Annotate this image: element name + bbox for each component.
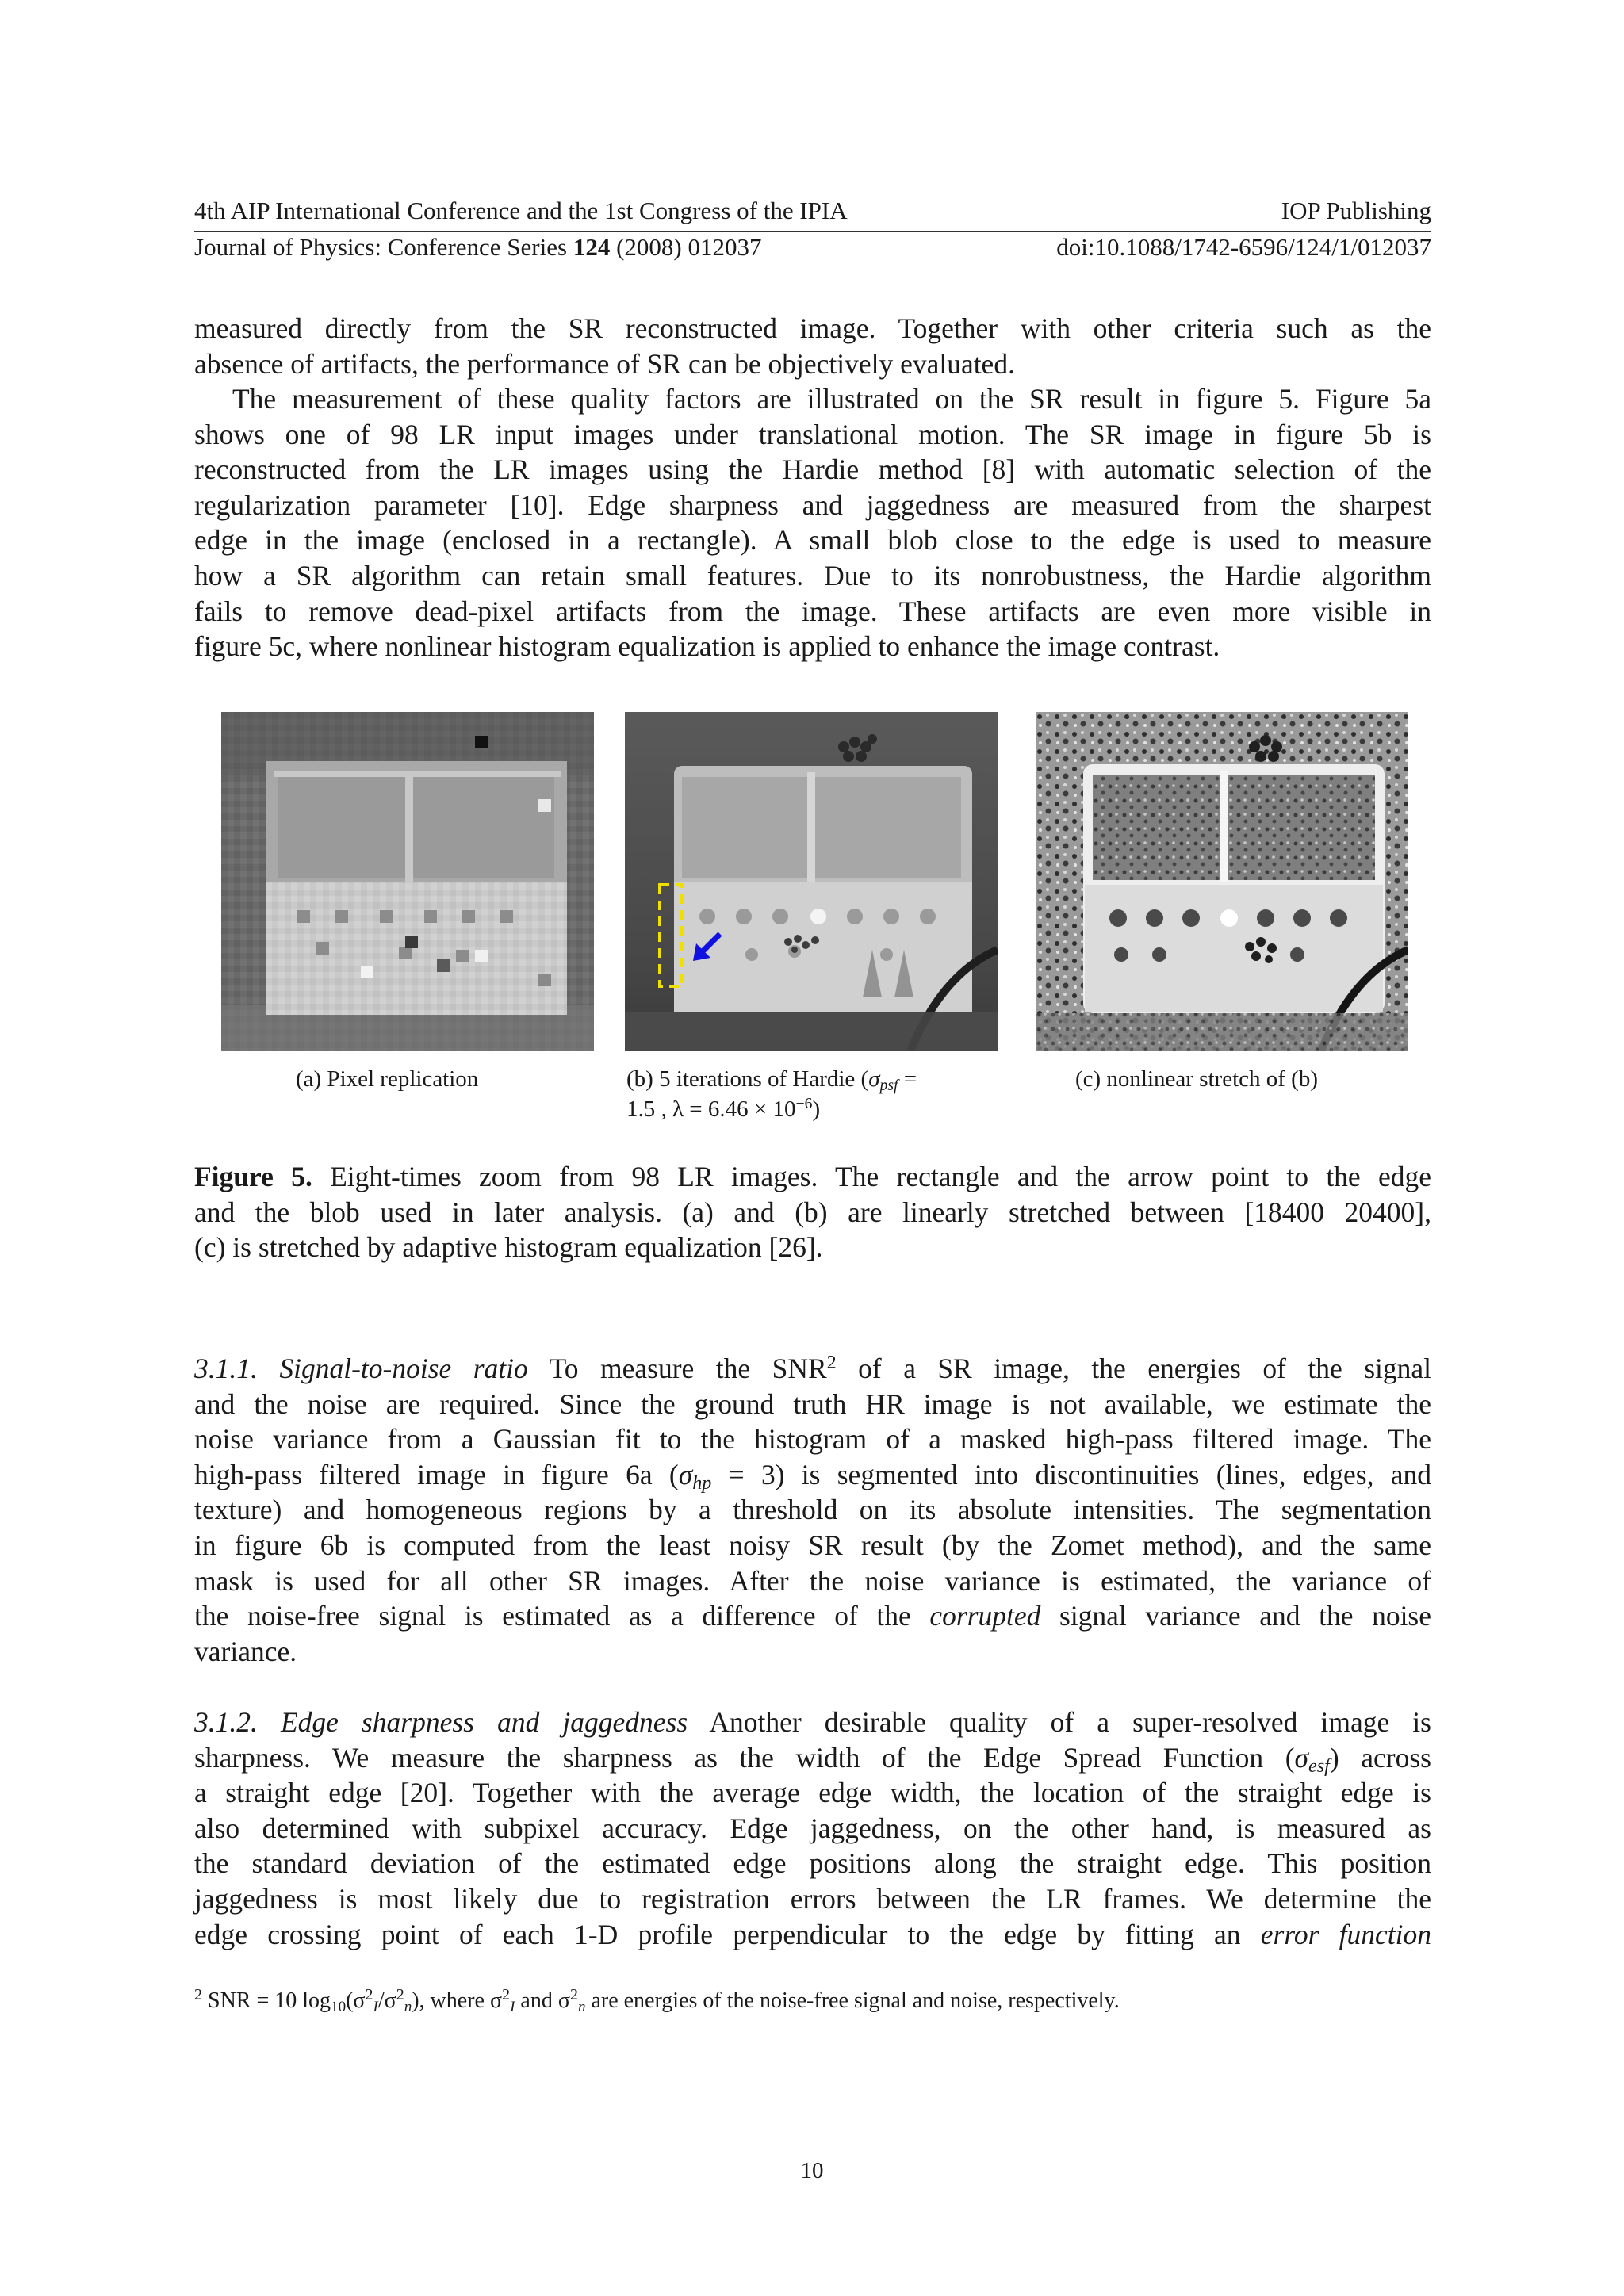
intro-paragraph-1 <box>194 311 1431 381</box>
text-line: sharpness. We measure the sharpness as the width of the Edge Spread Function $(\sigma_{esf})$ across <box>194 1741 1432 1777</box>
text-line: 3.1.2. Edge sharpness and jaggedness Another desirable quality of a super-resolved image is <box>194 1706 1431 1738</box>
text-line: noise variance from a Gaussian fit to the histogram of a masked high-pass filtered image. The <box>194 1423 1431 1456</box>
subfigure-caption-a: (a) Pixel replication <box>296 1066 479 1092</box>
text-line: (c) is stretched by adaptive histogram equalization [26]. <box>194 1231 823 1264</box>
text-line: absence of artifacts, the performance of SR can be objectively evaluated. <box>194 347 1015 380</box>
text-line: measured directly from the SR reconstructed image. Together with other criteria such as the <box>194 312 1431 344</box>
subfigure-caption-b: (b) 5 iterations of Hardie ($\sigma_{psf}$ = 1.5 , $\lambda = 6.46 \times 10^{-6}$) <box>626 1066 917 1122</box>
text-line: in figure 6b is computed from the least noisy SR result (by the Zomet method), and the same <box>194 1529 1431 1561</box>
text-line: edge crossing point of each 1-D profile perpendicular to the edge by fitting an error function <box>194 1918 1432 1950</box>
publisher-name: IOP Publishing <box>1281 197 1431 224</box>
figure-5c-nonlinear-stretch-image <box>1036 712 1408 1051</box>
text-line: Figure 5. Eight-times zoom from 98 LR images. The rectangle and the arrow point to the edge <box>194 1161 1431 1192</box>
text-line: 3.1.1. Signal-to-noise ratio To measure the SNR$^2$ of a SR image, the energies of the signal <box>194 1351 1431 1384</box>
text-line: also determined with subpixel accuracy. Edge jaggedness, on the other hand, is measured as <box>194 1812 1431 1844</box>
running-header-line2 <box>194 232 1431 263</box>
section-3-1-1-paragraph <box>194 1351 1431 1669</box>
text-line: edge in the image (enclosed in a rectangle). A small blob close to the edge is used to measure <box>194 524 1431 557</box>
section-3-1-2-paragraph <box>194 1705 1431 1952</box>
text-line: and the blob used in later analysis. (a) and (b) are linearly stretched between [18400 20400], <box>194 1196 1431 1228</box>
text-line: and the noise are required. Since the ground truth HR image is not available, we estimate the <box>194 1387 1431 1420</box>
doi: doi:10.1088/1742-6596/124/1/012037 <box>1056 233 1431 261</box>
intro-paragraph-2 <box>194 381 1431 664</box>
footnote-2: $^2$ SNR = 10 $\log_{10}(\sigma^2_I/\sigma^2_n)$, where $\sigma^2_I$ and $\sigma^2_n$ are energies of the noise-free signal and noise, respectively. <box>194 1986 1120 2015</box>
figure-5b-hardie-image <box>625 712 998 1051</box>
journal-reference: Journal of Physics: Conference Series 124 (2008) 012037 <box>194 233 762 261</box>
figure-5a-pixel-replication-image <box>221 712 594 1051</box>
text-line: the noise-free signal is estimated as a difference of the corrupted signal variance and the noise <box>194 1600 1432 1632</box>
text-line: variance. <box>194 1635 297 1667</box>
text-line: jaggedness is most likely due to registration errors between the LR frames. We determine the <box>194 1882 1431 1915</box>
text-line: regularization parameter [10]. Edge sharpness and jaggedness are measured from the sharpest <box>194 488 1431 521</box>
subfigure-caption-c: (c) nonlinear stretch of (b) <box>1075 1066 1318 1092</box>
text-line: The measurement of these quality factors are illustrated on the SR result in figure 5. Figure 5a <box>232 383 1431 415</box>
text-line: high-pass filtered image in figure 6a $(\sigma_{hp} = 3)$ is segmented into discontinuities (lines, edges, and <box>194 1458 1431 1494</box>
figure-5-caption <box>194 1159 1431 1265</box>
text-line: figure 5c, where nonlinear histogram equalization is applied to enhance the image contrast. <box>194 630 1220 663</box>
section-heading-3-1-1: 3.1.1. Signal-to-noise ratio <box>194 1353 528 1384</box>
conference-name: 4th AIP International Conference and the 1st Congress of the IPIA <box>194 197 848 224</box>
text-line: shows one of 98 LR input images under translational motion. The SR image in figure 5b is <box>194 418 1431 450</box>
section-heading-3-1-2: 3.1.2. Edge sharpness and jaggedness <box>194 1706 688 1738</box>
text-line: how a SR algorithm can retain small features. Due to its nonrobustness, the Hardie algorithm <box>194 559 1431 591</box>
text-line: a straight edge [20]. Together with the average edge width, the location of the straight edge is <box>194 1777 1431 1809</box>
running-header-line1 <box>194 195 1431 227</box>
text-line: reconstructed from the LR images using the Hardie method [8] with automatic selection of the <box>194 453 1431 486</box>
text-line: fails to remove dead-pixel artifacts from the image. These artifacts are even more visible in <box>194 595 1431 627</box>
text-line: the standard deviation of the estimated edge positions along the straight edge. This position <box>194 1847 1431 1880</box>
text-line: texture) and homogeneous regions by a threshold on its absolute intensities. The segmentation <box>194 1494 1431 1526</box>
text-line: mask is used for all other SR images. After the noise variance is estimated, the variance of <box>194 1564 1431 1597</box>
page-number: 10 <box>800 2158 824 2183</box>
